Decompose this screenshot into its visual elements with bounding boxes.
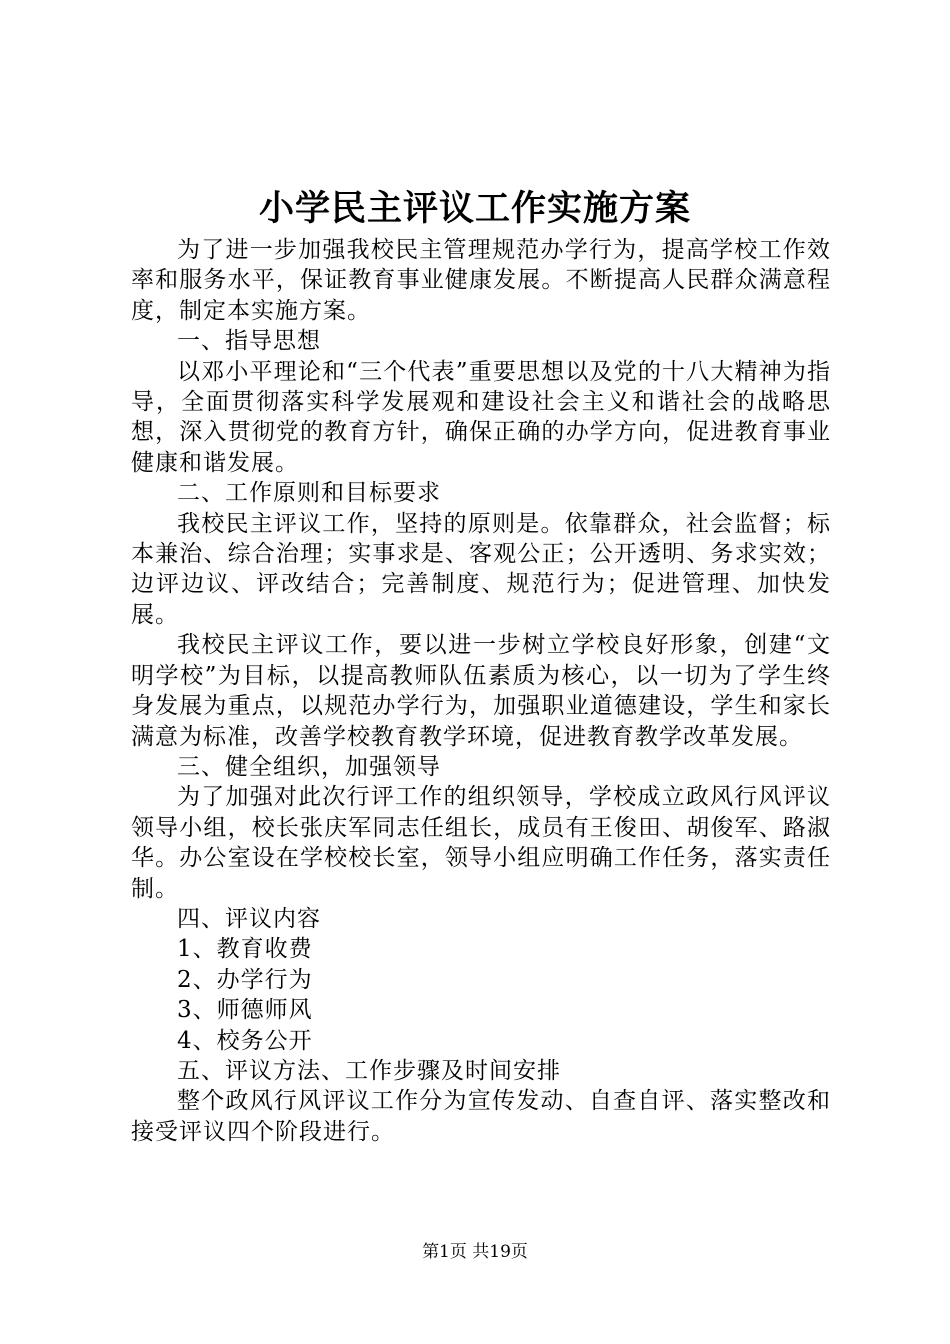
heading-guiding-ideology: 一、指导思想 <box>177 328 321 355</box>
paragraph-goals: 我校民主评议工作，要以进一步树立学校良好形象，创建“文明学校”为目标，以提高教师队伍素质为核心，以一切为了学生终身发展为重点，以规范办学行为，加强职业道德建设，学生和家长满意为标准，改善学校教育教学环境，促进教育教学改革发展。 <box>131 632 831 750</box>
list-item-conduct: 2、办学行为 <box>177 966 313 993</box>
paragraph-intro: 为了进一步加强我校民主管理规范办学行为，提高学校工作效率和服务水平，保证教育事业健康发展。不断提高人民群众满意程度，制定本实施方案。 <box>131 237 831 324</box>
heading-organization: 三、健全组织，加强领导 <box>177 753 441 780</box>
document-title: 小学民主评议工作实施方案 <box>258 188 691 229</box>
paragraph-organization: 为了加强对此次行评工作的组织领导，学校成立政风行风评议领导小组，校长张庆军同志任组长，成员有王俊田、胡俊军、路淑华。办公室设在学校校长室，领导小组应明确工作任务，落实责任制。 <box>131 784 831 902</box>
heading-evaluation-content: 四、评议内容 <box>177 905 321 932</box>
list-item-transparency: 4、校务公开 <box>177 1027 313 1054</box>
paragraph-methods: 整个政风行风评议工作分为宣传发动、自查自评、落实整改和接受评议四个阶段进行。 <box>131 1088 831 1145</box>
paragraph-principles: 我校民主评议工作，坚持的原则是。依靠群众，社会监督；标本兼治、综合治理；实事求是、客观公正；公开透明、务求实效；边评边议、评改结合；完善制度、规范行为；促进管理、加快发展。 <box>131 510 831 628</box>
document-body <box>131 235 831 1147</box>
page-number-footer: 第1页 共19页 <box>422 1242 528 1262</box>
list-item-ethics: 3、师德师风 <box>177 997 313 1024</box>
heading-methods-schedule: 五、评议方法、工作步骤及时间安排 <box>177 1057 561 1084</box>
paragraph-guiding-ideology: 以邓小平理论和“三个代表”重要思想以及党的十八大精神为指导，全面贯彻落实科学发展观和建设社会主义和谐社会的战略思想，深入贯彻党的教育方针，确保正确的办学方向，促进教育事业健康和谐发展。 <box>131 358 831 476</box>
heading-principles-goals: 二、工作原则和目标要求 <box>177 480 441 507</box>
list-item-fees: 1、教育收费 <box>177 936 313 963</box>
